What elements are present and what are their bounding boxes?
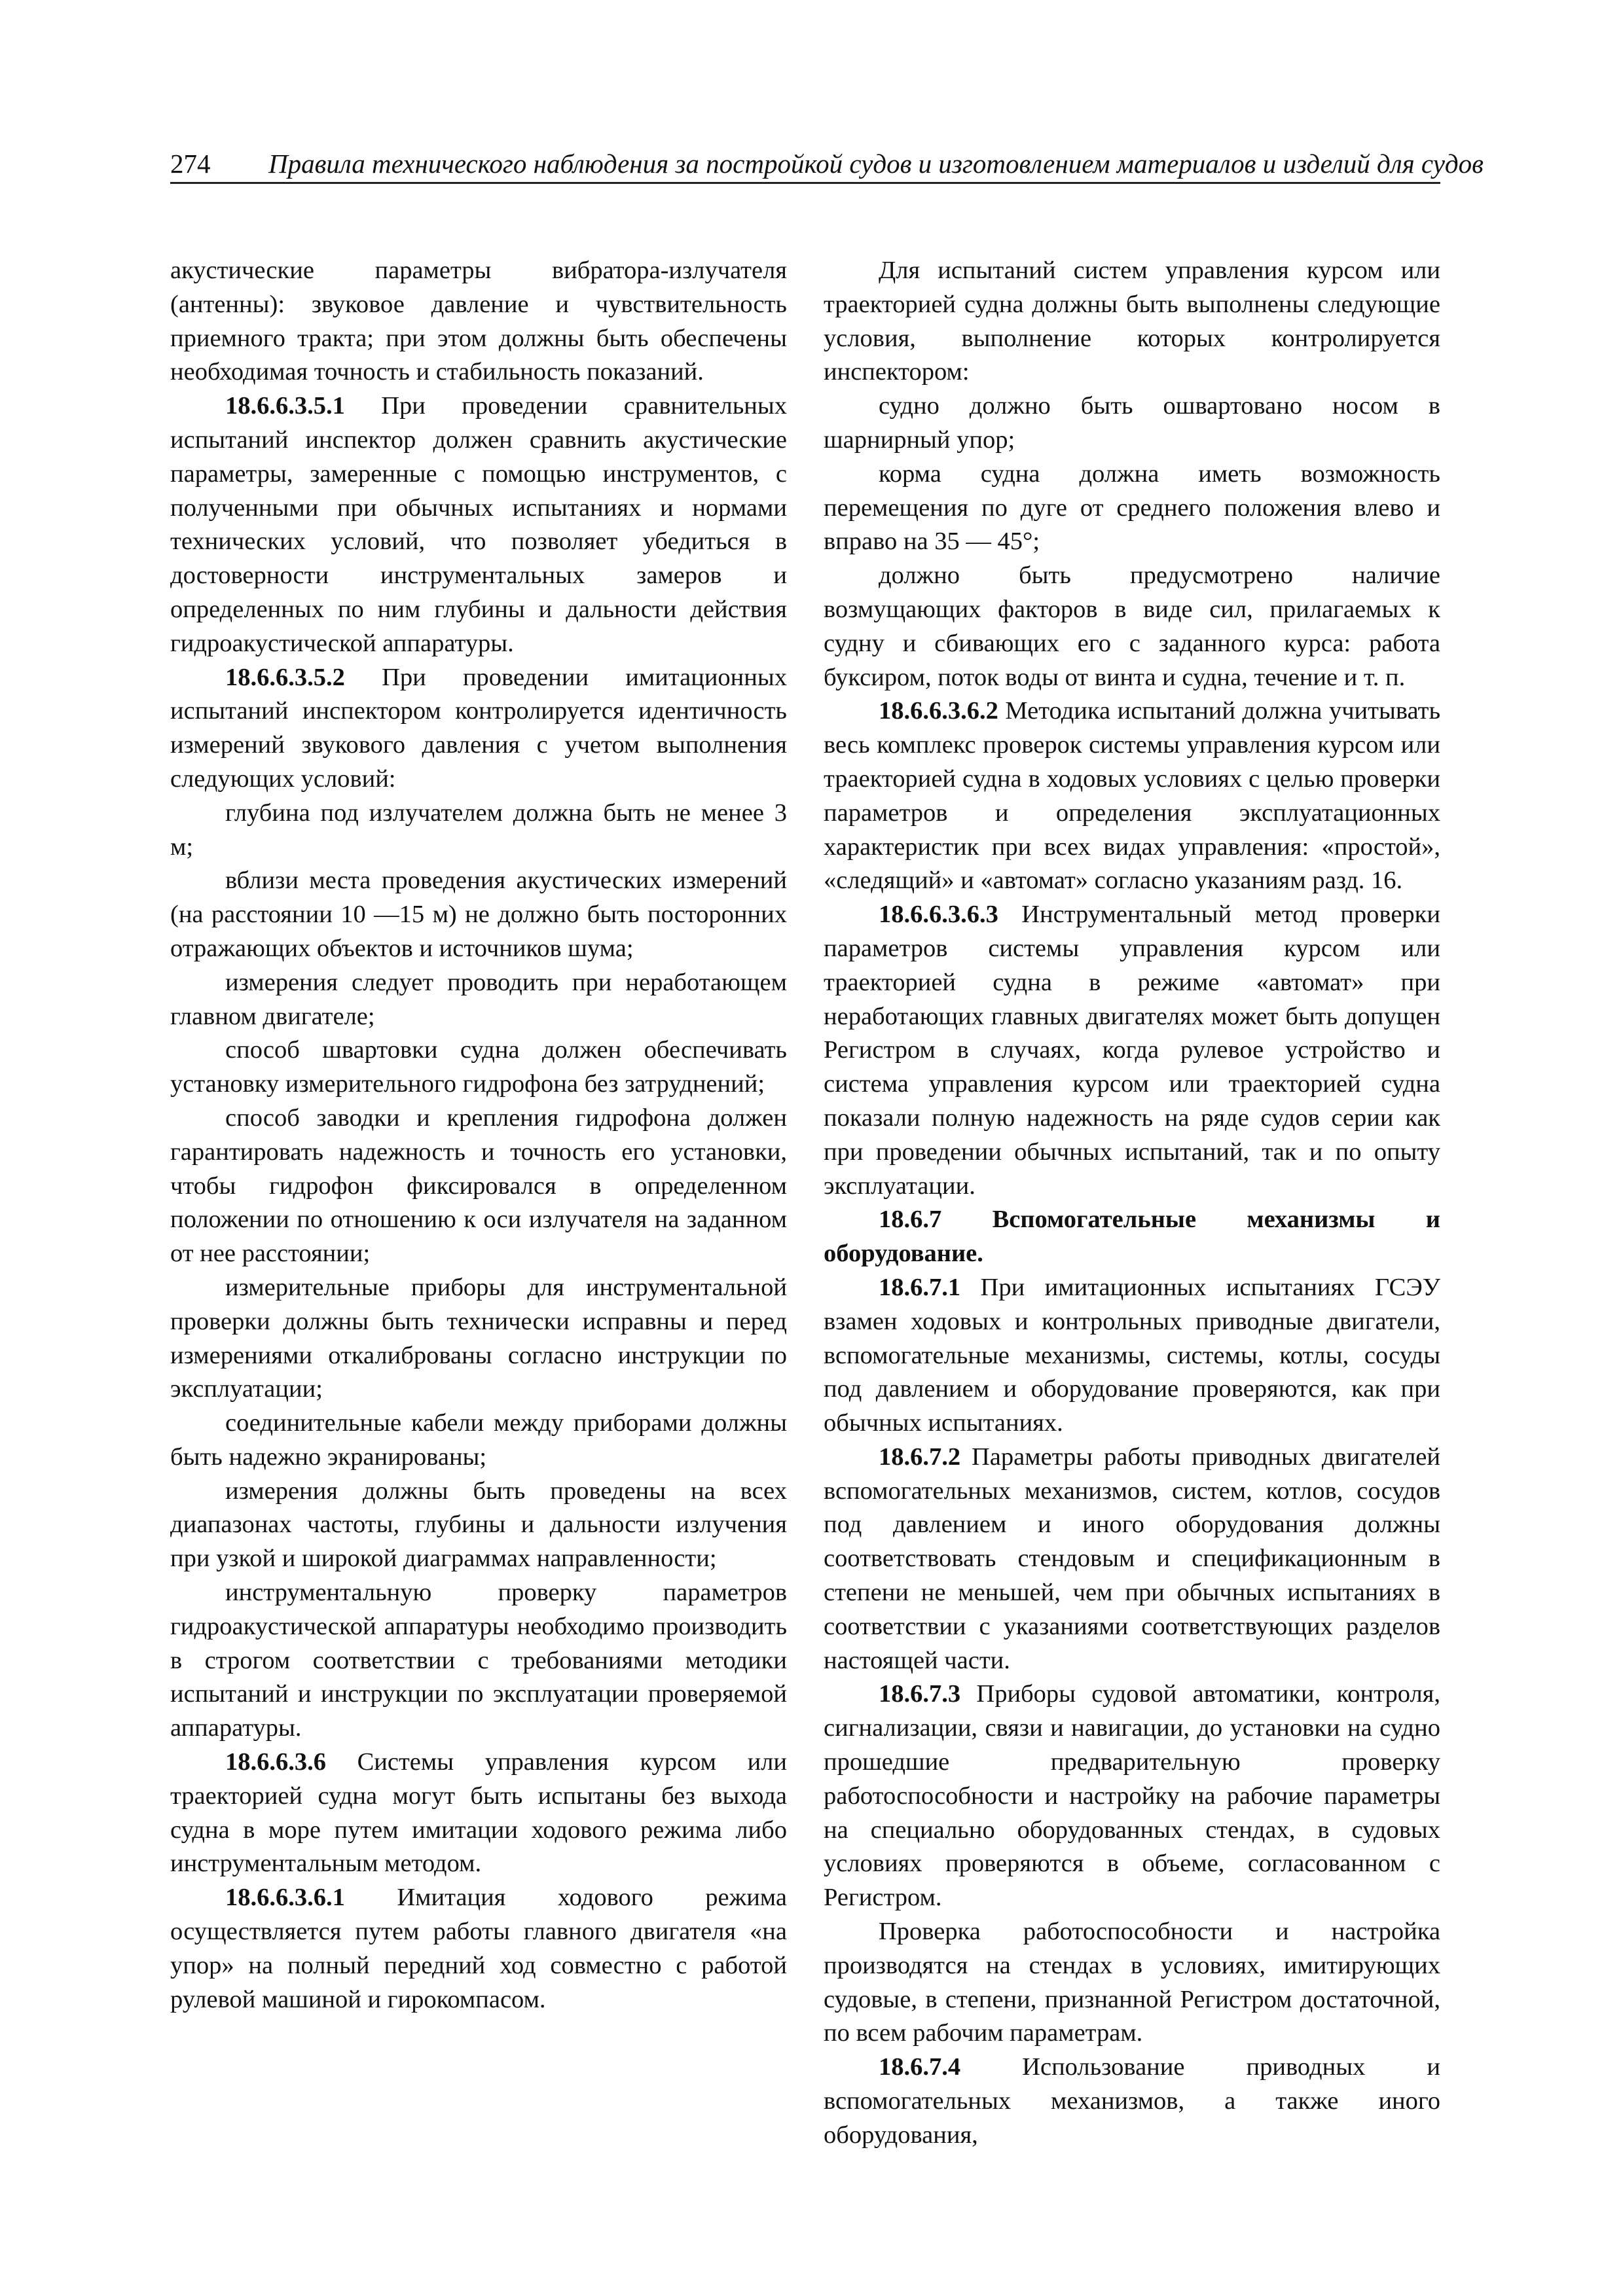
section-number: 18.6.7.1 (879, 1273, 961, 1301)
paragraph (170, 1746, 787, 1881)
paragraph-text: инструментальную проверку параметров гидроакустической аппаратуры необходимо производить в строгом соответствии с требованиями методики испытаний и инструкции по эксплуатации проверяемой аппаратуры. (170, 1579, 787, 1742)
section-number: 18.6.6.3.6.2 (879, 697, 998, 725)
paragraph-text: акустические параметры вибратора-излучателя (антенны): звуковое давление и чувствительность приемного тракта; при этом должны быть обеспечены необходимая точность и стабильность показаний. (170, 257, 787, 386)
paragraph-text: глубина под излучателем должна быть не менее 3 м; (170, 798, 787, 861)
paragraph-text: вблизи места проведения акустических измерений (на расстоянии 10 —15 м) не должно быть посторонних отражающих объектов и источников шума; (170, 867, 787, 962)
paragraph (170, 864, 787, 965)
right-column (824, 254, 1440, 2153)
paragraph-text: Использование приводных и вспомогательных механизмов, а также иного оборудования, (824, 2053, 1440, 2149)
paragraph (824, 457, 1440, 559)
paragraph (170, 1271, 787, 1407)
paragraph (170, 254, 787, 389)
paragraph (824, 254, 1440, 389)
paragraph-text: измерения должны быть проведены на всех диапазонах частоты, глубины и дальности излучения при узкой и широкой диаграммах направленности; (170, 1477, 787, 1573)
page-number: 274 (170, 149, 211, 179)
paragraph (824, 1203, 1440, 1271)
paragraph-text: При проведении имитационных испытаний инспектором контролируется идентичность измерений звукового давления с учетом выполнения следующих условий: (170, 663, 787, 793)
paragraph-text: способ швартовки судна должен обеспечивать установку измерительного гидрофона без затруднений; (170, 1036, 787, 1098)
paragraph (170, 1576, 787, 1746)
paragraph-text: Для испытаний систем управления курсом или траекторией судна должны быть выполнены следующие условия, выполнение которых контролируется инспектором: (824, 257, 1440, 386)
paragraph-text: корма судна должна иметь возможность перемещения по дуге от среднего положения влево и вправо на 35 — 45°; (824, 459, 1440, 556)
section-number: 18.6.6.3.6 (225, 1748, 326, 1776)
paragraph (824, 1915, 1440, 2051)
paragraph (170, 1033, 787, 1102)
paragraph (824, 389, 1440, 457)
paragraph-text: должно быть предусмотрено наличие возмущающих факторов в виде сил, прилагаемых к судну и сбивающих его с заданного курса: работа буксиром, поток воды от винта и судна, течение и т. п. (824, 562, 1440, 691)
paragraph (170, 1475, 787, 1576)
paragraph-text: Системы управления курсом или траекторией судна могут быть испытаны без выхода судна в море путем имитации ходового режима либо инструментальным методом. (170, 1748, 787, 1878)
paragraph-text: соединительные кабели между приборами должны быть надежно экранированы; (170, 1409, 787, 1471)
paragraph (824, 694, 1440, 898)
paragraph-text: Приборы судовой автоматики, контроля, сигнализации, связи и навигации, до установки на судно прошедшие предварительную проверку работоспособности и настройку на рабочие параметры на специально оборудованных стендах, в судовых условиях проверяются в объеме, согласованном с Регистром. (824, 1680, 1440, 1912)
paragraph-text: Методика испытаний должна учитывать весь комплекс проверок системы управления курсом или траекторией судна в ходовых условиях с целью проверки параметров и определения эксплуатационных характеристик при всех видах управления: «простой», «следящий» и «автомат» согласно указаниям разд. 16. (824, 697, 1440, 895)
paragraph-text: Имитация ходового режима осуществляется путем работы главного двигателя «на упор» на полный передний ход совместно с работой рулевой машиной и гирокомпасом. (170, 1884, 787, 2013)
paragraph (824, 2051, 1440, 2152)
paragraph-text: Проверка работоспособности и настройка производятся на стендах в условиях, имитирующих судовые, в степени, признанной Регистром достаточной, по всем рабочим параметрам. (824, 1918, 1440, 2047)
running-title: Правила технического наблюдения за постройкой судов и изготовлением материалов и изделий для судов (268, 149, 1484, 179)
paragraph (170, 389, 787, 660)
paragraph (170, 1881, 787, 2017)
paragraph-text: При проведении сравнительных испытаний инспектор должен сравнить акустические параметры, замеренные с помощью инструментов, с полученными при обычных испытаниях и нормами технических условий, что позволяет убедиться в достоверности инструментальных замеров и определенных по ним глубины и дальности действия гидроакустической аппаратуры. (170, 392, 787, 657)
section-number: 18.6.7.3 (879, 1680, 961, 1708)
paragraph (170, 797, 787, 865)
section-number: 18.6.6.3.5.1 (225, 392, 345, 420)
paragraph (824, 559, 1440, 694)
paragraph-text: измерения следует проводить при неработающем главном двигателе; (170, 968, 787, 1030)
section-number: 18.6.7 Вспомогательные механизмы и оборудование. (824, 1206, 1440, 1268)
paragraph (170, 1407, 787, 1475)
paragraph (170, 1102, 787, 1271)
section-number: 18.6.6.3.5.2 (225, 663, 345, 691)
paragraph-text: способ заводки и крепления гидрофона должен гарантировать надежность и точность его установки, чтобы гидрофон фиксировался в определенном положении по отношению к оси излучателя на заданном от нее расстоянии; (170, 1103, 787, 1268)
paragraph-text: измерительные приборы для инструментальной проверки должны быть технически исправны и перед измерениями откалиброваны согласно инструкции по эксплуатации; (170, 1273, 787, 1403)
paragraph (170, 966, 787, 1034)
paragraph-text: Параметры работы приводных двигателей вспомогательных механизмов, систем, котлов, сосудов под давлением и иного оборудования должны соответствовать стендовым и спецификационным в степени не меньшей, чем при обычных испытаниях в соответствии с указаниями соответствующих разделов настоящей части. (824, 1443, 1440, 1674)
paragraph (824, 1441, 1440, 1678)
paragraph (170, 661, 787, 797)
left-column (170, 254, 787, 2017)
paragraph (824, 1677, 1440, 1915)
page-header (170, 145, 1484, 184)
paragraph-text: судно должно быть ошвартовано носом в шарнирный упор; (824, 392, 1440, 454)
paragraph-text: Инструментальный метод проверки параметров системы управления курсом или траекторией судна в режиме «автомат» при неработающих главных двигателях может быть допущен Регистром в случаях, когда рулевое устройство и система управления курсом или траекторией судна показали полную надежность на ряде судов серии как при проведении обычных испытаний, так и по опыту эксплуатации. (824, 901, 1440, 1200)
section-number: 18.6.6.3.6.3 (879, 901, 998, 929)
paragraph (824, 1271, 1440, 1441)
paragraph-text: При имитационных испытаниях ГСЭУ взамен ходовых и контрольных приводные двигатели, вспомогательные механизмы, системы, котлы, сосуды под давлением и оборудование проверяются, как при обычных испытаниях. (824, 1273, 1440, 1437)
section-number: 18.6.7.4 (879, 2053, 961, 2081)
section-number: 18.6.7.2 (879, 1443, 961, 1471)
paragraph (824, 898, 1440, 1203)
section-number: 18.6.6.3.6.1 (225, 1884, 345, 1912)
